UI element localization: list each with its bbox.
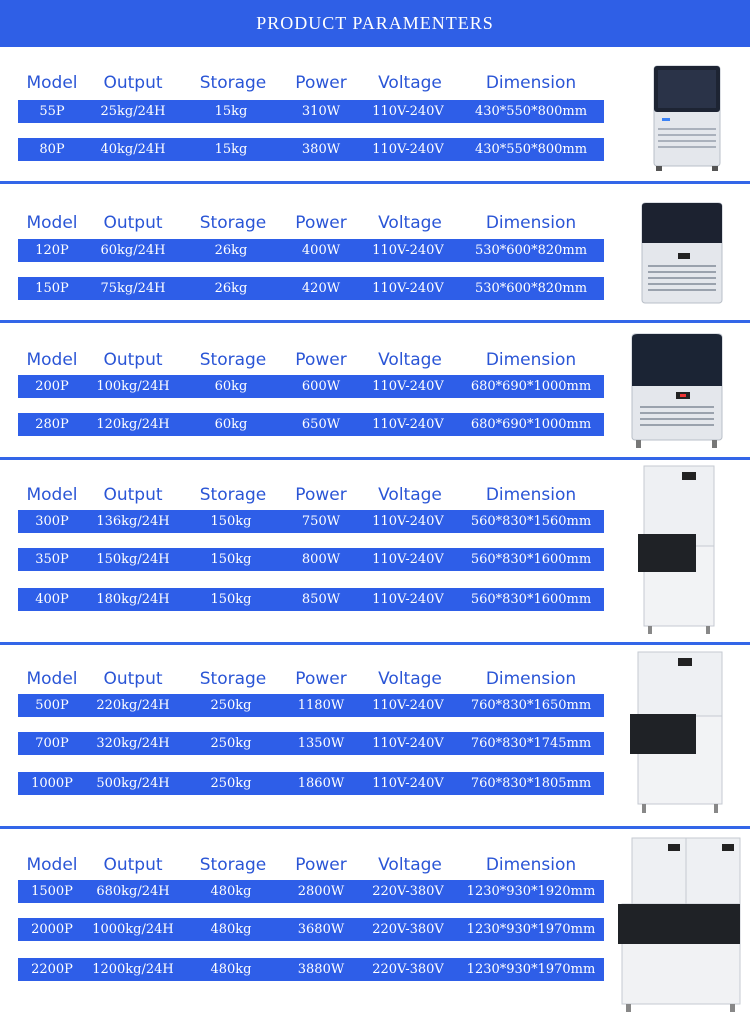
cell-storage: 15kg — [214, 142, 248, 157]
cell-storage: 250kg — [210, 698, 252, 713]
cell-power: 800W — [301, 552, 341, 567]
cell-output: 40kg/24H — [100, 142, 166, 157]
column-header-output: Output — [103, 73, 163, 93]
cell-storage: 60kg — [214, 417, 248, 432]
column-header-dimension: Dimension — [485, 350, 577, 370]
column-header-storage: Storage — [199, 73, 267, 93]
cell-power: 420W — [301, 281, 341, 296]
cell-model: 150P — [35, 281, 69, 296]
cell-voltage: 110V-240V — [372, 776, 444, 791]
cell-power: 750W — [301, 514, 341, 529]
cell-dimension: 1230*930*1970mm — [466, 922, 596, 937]
cell-power: 2800W — [297, 884, 345, 899]
table-row — [18, 375, 604, 398]
column-header-dimension: Dimension — [485, 669, 577, 689]
cell-dimension: 680*690*1000mm — [470, 417, 592, 432]
column-header-voltage: Voltage — [378, 73, 442, 93]
column-header-storage: Storage — [199, 213, 267, 233]
cell-output: 220kg/24H — [96, 698, 170, 713]
cell-output: 180kg/24H — [96, 592, 170, 607]
cell-voltage: 110V-240V — [372, 736, 444, 751]
column-header-output: Output — [103, 485, 163, 505]
column-header-model: Model — [26, 855, 78, 875]
table-row — [18, 413, 604, 436]
cell-output: 500kg/24H — [96, 776, 170, 791]
cell-output: 1200kg/24H — [92, 962, 174, 977]
column-header-output: Output — [103, 855, 163, 875]
cell-model: 200P — [35, 379, 69, 394]
cell-dimension: 560*830*1560mm — [470, 514, 592, 529]
cell-model: 1500P — [31, 884, 73, 899]
column-header-power: Power — [295, 213, 347, 233]
table-row — [18, 548, 604, 571]
cell-voltage: 110V-240V — [372, 142, 444, 157]
section-divider — [0, 826, 750, 829]
cell-power: 1180W — [297, 698, 345, 713]
cell-storage: 150kg — [210, 514, 252, 529]
column-header-power: Power — [295, 485, 347, 505]
cell-storage: 480kg — [210, 884, 252, 899]
cell-model: 80P — [39, 142, 65, 157]
cell-voltage: 110V-240V — [372, 417, 444, 432]
cell-voltage: 110V-240V — [372, 281, 444, 296]
cell-voltage: 110V-240V — [372, 243, 444, 258]
column-header-voltage: Voltage — [378, 855, 442, 875]
cell-power: 3680W — [297, 922, 345, 937]
cell-model: 2200P — [31, 962, 73, 977]
column-header-storage: Storage — [199, 669, 267, 689]
cell-dimension: 1230*930*1920mm — [466, 884, 596, 899]
cell-output: 150kg/24H — [96, 552, 170, 567]
section-divider — [0, 642, 750, 645]
table-row — [18, 277, 604, 300]
cell-dimension: 760*830*1805mm — [470, 776, 592, 791]
table-row — [18, 958, 604, 981]
column-header-dimension: Dimension — [485, 485, 577, 505]
cell-dimension: 530*600*820mm — [474, 281, 588, 296]
cell-storage: 250kg — [210, 776, 252, 791]
cell-output: 320kg/24H — [96, 736, 170, 751]
cell-power: 380W — [301, 142, 341, 157]
cell-model: 55P — [39, 104, 65, 119]
column-header-power: Power — [295, 73, 347, 93]
cell-power: 1860W — [297, 776, 345, 791]
cell-dimension: 530*600*820mm — [474, 243, 588, 258]
cell-storage: 250kg — [210, 736, 252, 751]
column-header-model: Model — [26, 213, 78, 233]
column-header-storage: Storage — [199, 485, 267, 505]
table-row — [18, 880, 604, 903]
cell-voltage: 110V-240V — [372, 104, 444, 119]
column-header-model: Model — [26, 73, 78, 93]
ice-machine-medium-image — [628, 330, 728, 450]
cell-voltage: 220V-380V — [372, 962, 444, 977]
cell-voltage: 110V-240V — [372, 698, 444, 713]
cell-output: 75kg/24H — [100, 281, 166, 296]
ice-machine-tall-image — [636, 464, 720, 636]
table-row — [18, 510, 604, 533]
cell-dimension: 560*830*1600mm — [470, 552, 592, 567]
column-header-power: Power — [295, 350, 347, 370]
column-header-output: Output — [103, 350, 163, 370]
column-header-model: Model — [26, 350, 78, 370]
cell-storage: 26kg — [214, 243, 248, 258]
cell-storage: 26kg — [214, 281, 248, 296]
column-header-voltage: Voltage — [378, 350, 442, 370]
table-row — [18, 772, 604, 795]
table-row — [18, 239, 604, 262]
table-row — [18, 918, 604, 941]
column-header-model: Model — [26, 485, 78, 505]
table-row — [18, 694, 604, 717]
cell-dimension: 1230*930*1970mm — [466, 962, 596, 977]
cell-output: 136kg/24H — [96, 514, 170, 529]
cell-model: 400P — [35, 592, 69, 607]
column-header-model: Model — [26, 669, 78, 689]
cell-power: 850W — [301, 592, 341, 607]
cell-storage: 150kg — [210, 592, 252, 607]
table-row — [18, 138, 604, 161]
cell-output: 680kg/24H — [96, 884, 170, 899]
cell-dimension: 430*550*800mm — [474, 142, 588, 157]
table-row — [18, 100, 604, 123]
cell-model: 700P — [35, 736, 69, 751]
column-header-storage: Storage — [199, 855, 267, 875]
cell-storage: 15kg — [214, 104, 248, 119]
column-header-output: Output — [103, 669, 163, 689]
section-divider — [0, 457, 750, 460]
ice-machine-small-image — [650, 62, 725, 172]
cell-dimension: 760*830*1650mm — [470, 698, 592, 713]
page-title: PRODUCT PARAMENTERS — [256, 13, 494, 33]
cell-model: 1000P — [31, 776, 73, 791]
cell-power: 650W — [301, 417, 341, 432]
table-row — [18, 732, 604, 755]
title-banner — [0, 0, 750, 47]
section-divider — [0, 320, 750, 323]
table-row — [18, 588, 604, 611]
cell-model: 500P — [35, 698, 69, 713]
cell-output: 25kg/24H — [100, 104, 166, 119]
cell-model: 280P — [35, 417, 69, 432]
cell-power: 3880W — [297, 962, 345, 977]
cell-voltage: 220V-380V — [372, 884, 444, 899]
cell-model: 350P — [35, 552, 69, 567]
section-divider — [0, 181, 750, 184]
cell-power: 310W — [301, 104, 341, 119]
cell-dimension: 760*830*1745mm — [470, 736, 592, 751]
cell-power: 400W — [301, 243, 341, 258]
cell-voltage: 110V-240V — [372, 379, 444, 394]
cell-dimension: 430*550*800mm — [474, 104, 588, 119]
cell-output: 1000kg/24H — [92, 922, 174, 937]
column-header-voltage: Voltage — [378, 669, 442, 689]
cell-model: 2000P — [31, 922, 73, 937]
ice-machine-large-image — [626, 650, 726, 815]
cell-model: 300P — [35, 514, 69, 529]
cell-voltage: 110V-240V — [372, 592, 444, 607]
cell-dimension: 560*830*1600mm — [470, 592, 592, 607]
column-header-dimension: Dimension — [485, 73, 577, 93]
cell-model: 120P — [35, 243, 69, 258]
cell-power: 600W — [301, 379, 341, 394]
cell-voltage: 220V-380V — [372, 922, 444, 937]
column-header-output: Output — [103, 213, 163, 233]
cell-output: 120kg/24H — [96, 417, 170, 432]
column-header-storage: Storage — [199, 350, 267, 370]
cell-output: 60kg/24H — [100, 243, 166, 258]
cell-storage: 480kg — [210, 962, 252, 977]
column-header-voltage: Voltage — [378, 485, 442, 505]
ice-machine-compact-image — [638, 199, 728, 309]
cell-power: 1350W — [297, 736, 345, 751]
column-header-power: Power — [295, 669, 347, 689]
cell-voltage: 110V-240V — [372, 514, 444, 529]
cell-output: 100kg/24H — [96, 379, 170, 394]
cell-storage: 480kg — [210, 922, 252, 937]
cell-storage: 60kg — [214, 379, 248, 394]
cell-dimension: 680*690*1000mm — [470, 379, 592, 394]
column-header-dimension: Dimension — [485, 855, 577, 875]
ice-machine-industrial-image — [612, 834, 744, 1014]
column-header-dimension: Dimension — [485, 213, 577, 233]
cell-storage: 150kg — [210, 552, 252, 567]
column-header-power: Power — [295, 855, 347, 875]
column-header-voltage: Voltage — [378, 213, 442, 233]
cell-voltage: 110V-240V — [372, 552, 444, 567]
